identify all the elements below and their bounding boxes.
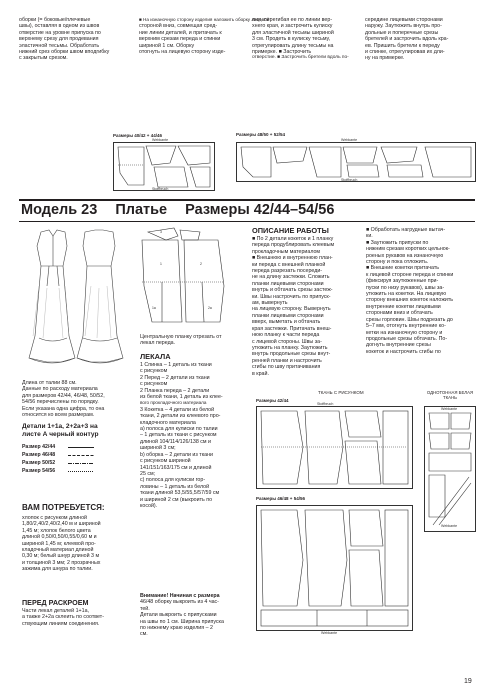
step-line: пуски по низу рукавов), швы за-	[366, 284, 445, 291]
details-title-line: листе А черный контур	[22, 431, 99, 438]
selvage-label: Webkante	[341, 138, 358, 142]
text-line: стороной вниз, совмещая сред-	[139, 23, 218, 30]
lekala-line: и шириной 2 см (выкроить по	[140, 496, 213, 503]
fold-label: Stoffbruch	[152, 187, 169, 191]
pattern-number: 2a	[208, 306, 212, 310]
size-legend-row	[22, 468, 132, 474]
lekala-line: ловины – 1 деталь из белой	[140, 483, 210, 490]
fabric-white-label: ОДНОТОННАЯ БЕЛАЯ ТКАНЬ	[426, 390, 474, 400]
desc-line: переда разрезать посереди-	[252, 268, 323, 275]
length-note: Если указана одна цифра, то она	[22, 405, 105, 412]
text-line: наружу. Заутюжить внутрь про-	[365, 23, 442, 30]
text-line: отрегулировать длину тесьмы на	[252, 42, 334, 49]
note-line: лекал переда.	[140, 340, 176, 347]
top-col-3	[252, 17, 352, 62]
step-line: сторонами вниз и обтачать	[366, 310, 433, 317]
attention-line: по нижнему краю изделия – 2	[140, 625, 213, 632]
text-line: ев. Пришить бретели к переду	[365, 42, 440, 49]
text-line: отверстие. ■ Застрочить бретели вдоль по-	[252, 55, 349, 61]
step-line: ки.	[366, 233, 373, 240]
length-note: Данные по расходу материала	[22, 386, 98, 393]
sizes-title: Размеры 42/44–54/56	[185, 202, 335, 218]
step-line: к лицевой стороне переда и спинки	[366, 271, 454, 278]
step-line: ■ Заутюжить припуски по	[366, 239, 429, 246]
desc-line: планки лицевыми сторонами	[252, 280, 324, 287]
text-line: верхним срезам переда и спинки	[139, 36, 221, 43]
desc-line: нюю планку к части переда	[252, 332, 320, 339]
size-legend	[22, 444, 132, 476]
size-line-solid	[68, 446, 94, 449]
desc-line: ренней планки и настрочить	[252, 357, 322, 364]
cut-text	[22, 608, 132, 627]
section-header	[21, 200, 477, 220]
need-line: хлопок с рисунком длиной	[22, 515, 88, 521]
desc-line: прокладочным материалом	[252, 248, 321, 255]
lekala-line: 1 Спинка – 1 деталь из ткани	[140, 362, 212, 368]
text-line: отогнуть на лицевую сторону изде-	[139, 49, 226, 56]
step-line: кокеток и настрочить сгибы по	[366, 348, 441, 355]
text-line: шириной 1 см. Оборку	[139, 42, 195, 49]
text-line: ■ На изнаночную сторону изделия наложить оборку лицевой	[139, 17, 270, 22]
desc-line: в край.	[252, 370, 269, 377]
pattern-drawing	[237, 143, 475, 181]
step-line: продольные срезы обтачать. По-	[366, 335, 448, 342]
selvage-label: Webkante	[152, 138, 169, 142]
text-line: швы), оставляя в одном из швов	[19, 23, 100, 30]
text-line: отверстие на уровне припуска по	[19, 29, 101, 36]
desc-line: внутрь продольные срезы внут-	[252, 351, 331, 358]
text-line: ние линии деталей, и притачать к	[139, 29, 222, 36]
desc-line: с лицевой стороны. Швы за-	[252, 338, 322, 345]
lekala-text	[140, 362, 240, 509]
cut-title: ПЕРЕД РАСКРОЕМ	[22, 598, 89, 607]
desc-line: не на длину застежки. Сложить	[252, 274, 330, 281]
desc-line: переда продублировать клеевым	[252, 242, 335, 249]
step-line: догнуть внутренние срезы	[366, 342, 431, 349]
text-line: нижний срез оборки швом вподгибку	[19, 49, 110, 56]
desc-line: ам, вывернуть	[252, 300, 288, 307]
pattern-drawing	[114, 143, 214, 190]
lekala-line: c) полоса для кулиски гор-	[140, 477, 206, 484]
lekala-line: 2 Перед – 2 детали из ткани	[140, 374, 210, 381]
lekala-line: с рисунком шириной	[140, 458, 191, 465]
lekala-line: а) полоса для кулиски по талии	[140, 426, 218, 433]
step-line: сторону и пока отложить.	[366, 259, 429, 266]
details-title	[22, 423, 132, 439]
mid-note	[140, 334, 235, 347]
pattern-size-label: Размеры 40/42 + 44/46	[113, 133, 162, 138]
lekala-line: кладочного материала	[140, 419, 196, 426]
text-line: для эластичной тесьмы шириной	[252, 29, 334, 36]
top-col-2	[139, 17, 270, 56]
cut-line: ствующим линиям соединения.	[22, 620, 100, 627]
desc-line: ■ По 2 детали кокеток и 1 планку	[252, 236, 334, 242]
pattern-size-label: Размеры 48/50 + 52/54	[236, 132, 285, 137]
lekala-line: косой).	[140, 502, 158, 509]
text-line: хнего края, и застрочить кулиску	[252, 23, 333, 30]
length-note: относится ко всем размерам.	[22, 412, 95, 419]
text-line: и спинке, отрегулировав их дли-	[365, 49, 445, 56]
text-line: бретелей и застрочить вдоль кра-	[365, 36, 449, 43]
lekala-line: с рисунком	[140, 381, 168, 388]
desc-line: сгибы по шву притачивания	[252, 364, 321, 371]
size-label: Размер 42/44	[22, 444, 56, 450]
size-legend-row	[22, 460, 132, 466]
step-line: утюжить на кокетки. На лицевую	[366, 291, 447, 298]
lekala-line: вого прокладочного материала	[140, 400, 207, 406]
attention-line: на швы по 1 см. Ширина припуска	[140, 618, 224, 625]
lekala-title: ЛЕКАЛА	[140, 352, 171, 361]
dress-sketch	[19, 226, 127, 376]
need-line: 0,30 м; белый шнур длиной 3 м	[22, 553, 100, 560]
lekala-line: 25 см;	[140, 470, 156, 477]
fold-label: Stoffbruch	[317, 402, 334, 406]
lekala-line: 3 Кокетка – 4 детали из белой	[140, 406, 215, 413]
lekala-line: ткани, 2 детали из клеевого про-	[140, 413, 221, 420]
dress-illustration	[19, 226, 127, 376]
size-line-dashed	[68, 454, 94, 457]
need-line: кладочный материал длиной	[22, 547, 94, 554]
desc-title: ОПИСАНИЕ РАБОТЫ	[252, 226, 329, 235]
selvage-label: Webkante	[441, 524, 458, 528]
lekala-line: ткани длиной 53,5/55,5/57/59 см	[140, 490, 220, 497]
size-label: Размер 54/56	[22, 468, 56, 474]
length-note: для размеров 42/44, 46/48, 50/52,	[22, 392, 105, 399]
pattern-drawing	[257, 506, 412, 630]
attention-line: тей.	[140, 605, 150, 612]
pattern-size-label: Размеры 46/48 + 54/56	[256, 496, 305, 501]
attention-line: 46/48 оборку выкроить из 4 час-	[140, 599, 219, 606]
text-line: примерке. ■ Застрочить	[252, 49, 312, 56]
need-line: 1,80/2,40/2,40/2,40 м и шириной	[22, 521, 101, 528]
print-layout-a	[256, 402, 413, 489]
cut-line: а также 2+2а склеить по соответ-	[22, 614, 104, 621]
model-title: Модель 23	[21, 202, 98, 218]
attention-line: Детали выкроить с припусками	[140, 612, 217, 619]
pattern-layout-left	[113, 138, 215, 191]
selvage-label: Webkante	[441, 407, 458, 411]
text-line: дольные и поперечные срезы	[365, 29, 439, 36]
fold-label: Stoffbruch	[341, 178, 358, 182]
need-line: зажима для шнура по талии.	[22, 566, 93, 573]
desc-line: ■ Внешнюю и внутреннюю план-	[252, 255, 333, 262]
text-line: ну на примерке.	[365, 55, 405, 62]
lekala-line: из белой ткани, 1 деталь из клее-	[140, 394, 223, 401]
need-text	[22, 515, 132, 573]
lekala-line: с рисунком	[140, 368, 168, 375]
header-rule-bottom	[19, 221, 475, 222]
text-line: середине лицевыми сторонами	[365, 17, 443, 23]
step-line: роеных рукавов на изнаночную	[366, 252, 444, 259]
step-line: 5–7 мм, отогнуть внутренние ко-	[366, 323, 446, 330]
size-legend-row	[22, 452, 132, 458]
attention-line: см.	[140, 631, 148, 638]
text-line: 3 см. Продеть в кулиску тесьму,	[252, 36, 331, 43]
size-legend-row	[22, 444, 132, 450]
step-line: внутренние кокетки лицевыми	[366, 303, 441, 310]
lekala-line: b) оборка – 2 детали из ткани	[140, 451, 213, 458]
lekala-line: шириной 3 см;	[140, 445, 176, 452]
size-label: Размер 50/52	[22, 460, 56, 466]
need-line: и толщиной 3 мм; 2 прозрачных	[22, 559, 101, 566]
selvage-label: Webkante	[321, 631, 338, 635]
desc-line: ки переда с внешней планкой	[252, 261, 326, 268]
white-layout	[424, 406, 476, 532]
need-line: длиной 0,50/0,50/0,55/0,60 м и	[22, 534, 97, 541]
desc-line: внутрь и обтачать срезы застеж-	[252, 287, 333, 294]
pattern-layout-right	[236, 138, 476, 182]
need-line: 1,45 м; хлопок белого цвета	[22, 527, 91, 534]
pattern-pieces-drawing	[138, 226, 230, 326]
text-line: лия, перегибая ее по линии вер-	[252, 17, 333, 23]
item-title: Платье	[115, 202, 168, 218]
step-line: срезы горловин. Швы подрезать до	[366, 316, 453, 323]
attention-text	[140, 593, 240, 638]
desc-text	[252, 236, 357, 377]
size-line-dotdash	[68, 462, 94, 465]
pattern-drawing	[425, 407, 475, 531]
pattern-pieces	[138, 226, 230, 326]
size-label: Размер 46/48	[22, 452, 56, 458]
lekala-line: 141/151/163/175 см и длиной	[140, 464, 212, 471]
text-line: эластичной тесьмы. Обработать	[19, 42, 100, 49]
step-line: кетки на изнаночную сторону и	[366, 329, 443, 336]
pattern-number: 2	[200, 262, 202, 266]
left-column	[22, 380, 132, 418]
cut-line: Части лекал деталей 1+1а,	[22, 608, 90, 614]
top-col-4	[365, 17, 475, 62]
fabric-print-label: ТКАНЬ С РИСУНКОМ	[318, 390, 364, 395]
length-note: 54/56 перечислены по порядку.	[22, 399, 99, 406]
details-title-line: Детали 1+1а, 2+2а+3 на	[22, 423, 98, 430]
attention-line: Внимание! Начиная с размера	[140, 593, 220, 599]
pattern-number: 3	[160, 230, 162, 234]
pattern-size-label: Размеры 42/44	[256, 398, 289, 403]
top-col-1	[19, 17, 119, 62]
step-line: нижним срезам коротких цельнок-	[366, 246, 450, 253]
length-note: Длина от талии 88 см.	[22, 380, 77, 386]
desc-line: утюжить на планку. Заутюжить	[252, 344, 328, 351]
desc-line: ки. Швы настрочить по припуск-	[252, 293, 331, 300]
lekala-line: 2 Планка переда – 2 детали	[140, 387, 210, 394]
desc-line: вверх, выметать и обтачать	[252, 319, 321, 326]
desc-line: края застежки. Притачать внеш-	[252, 325, 332, 332]
step-line: (фиксируя заутюженные при-	[366, 278, 439, 285]
note-line: Центральную планку отрезать от	[140, 334, 222, 340]
pattern-number: 1a	[152, 306, 156, 310]
lekala-line: длиной 104/114/126/138 см и	[140, 438, 212, 445]
pattern-number: 1	[160, 262, 162, 266]
step-line: ■ Внешние кокетки притачать	[366, 265, 440, 272]
step-line: сторону внешних кокеток наложить	[366, 297, 454, 304]
print-layout-b	[256, 505, 413, 635]
text-line: с закрытым срезом.	[19, 55, 68, 62]
text-line: оборки (= боковые/плечевые	[19, 17, 91, 23]
pattern-drawing	[257, 407, 412, 488]
text-line: верхнему срезу для продевания	[19, 36, 99, 43]
page-number: 19	[464, 678, 472, 685]
lekala-line: – 1 деталь из ткани с рисунком	[140, 432, 217, 439]
step-line: ■ Обработать нагрудные вытач-	[366, 227, 446, 233]
size-line-dotted	[68, 470, 94, 473]
desc-line: на лицевую сторону. Вывернуть	[252, 306, 331, 313]
need-title: ВАМ ПОТРЕБУЕТСЯ:	[22, 503, 105, 512]
need-line: шириной 1,45 м; клеевой про-	[22, 540, 96, 547]
desc-line: планки лицевыми сторонами	[252, 312, 324, 319]
steps-text	[366, 227, 476, 355]
